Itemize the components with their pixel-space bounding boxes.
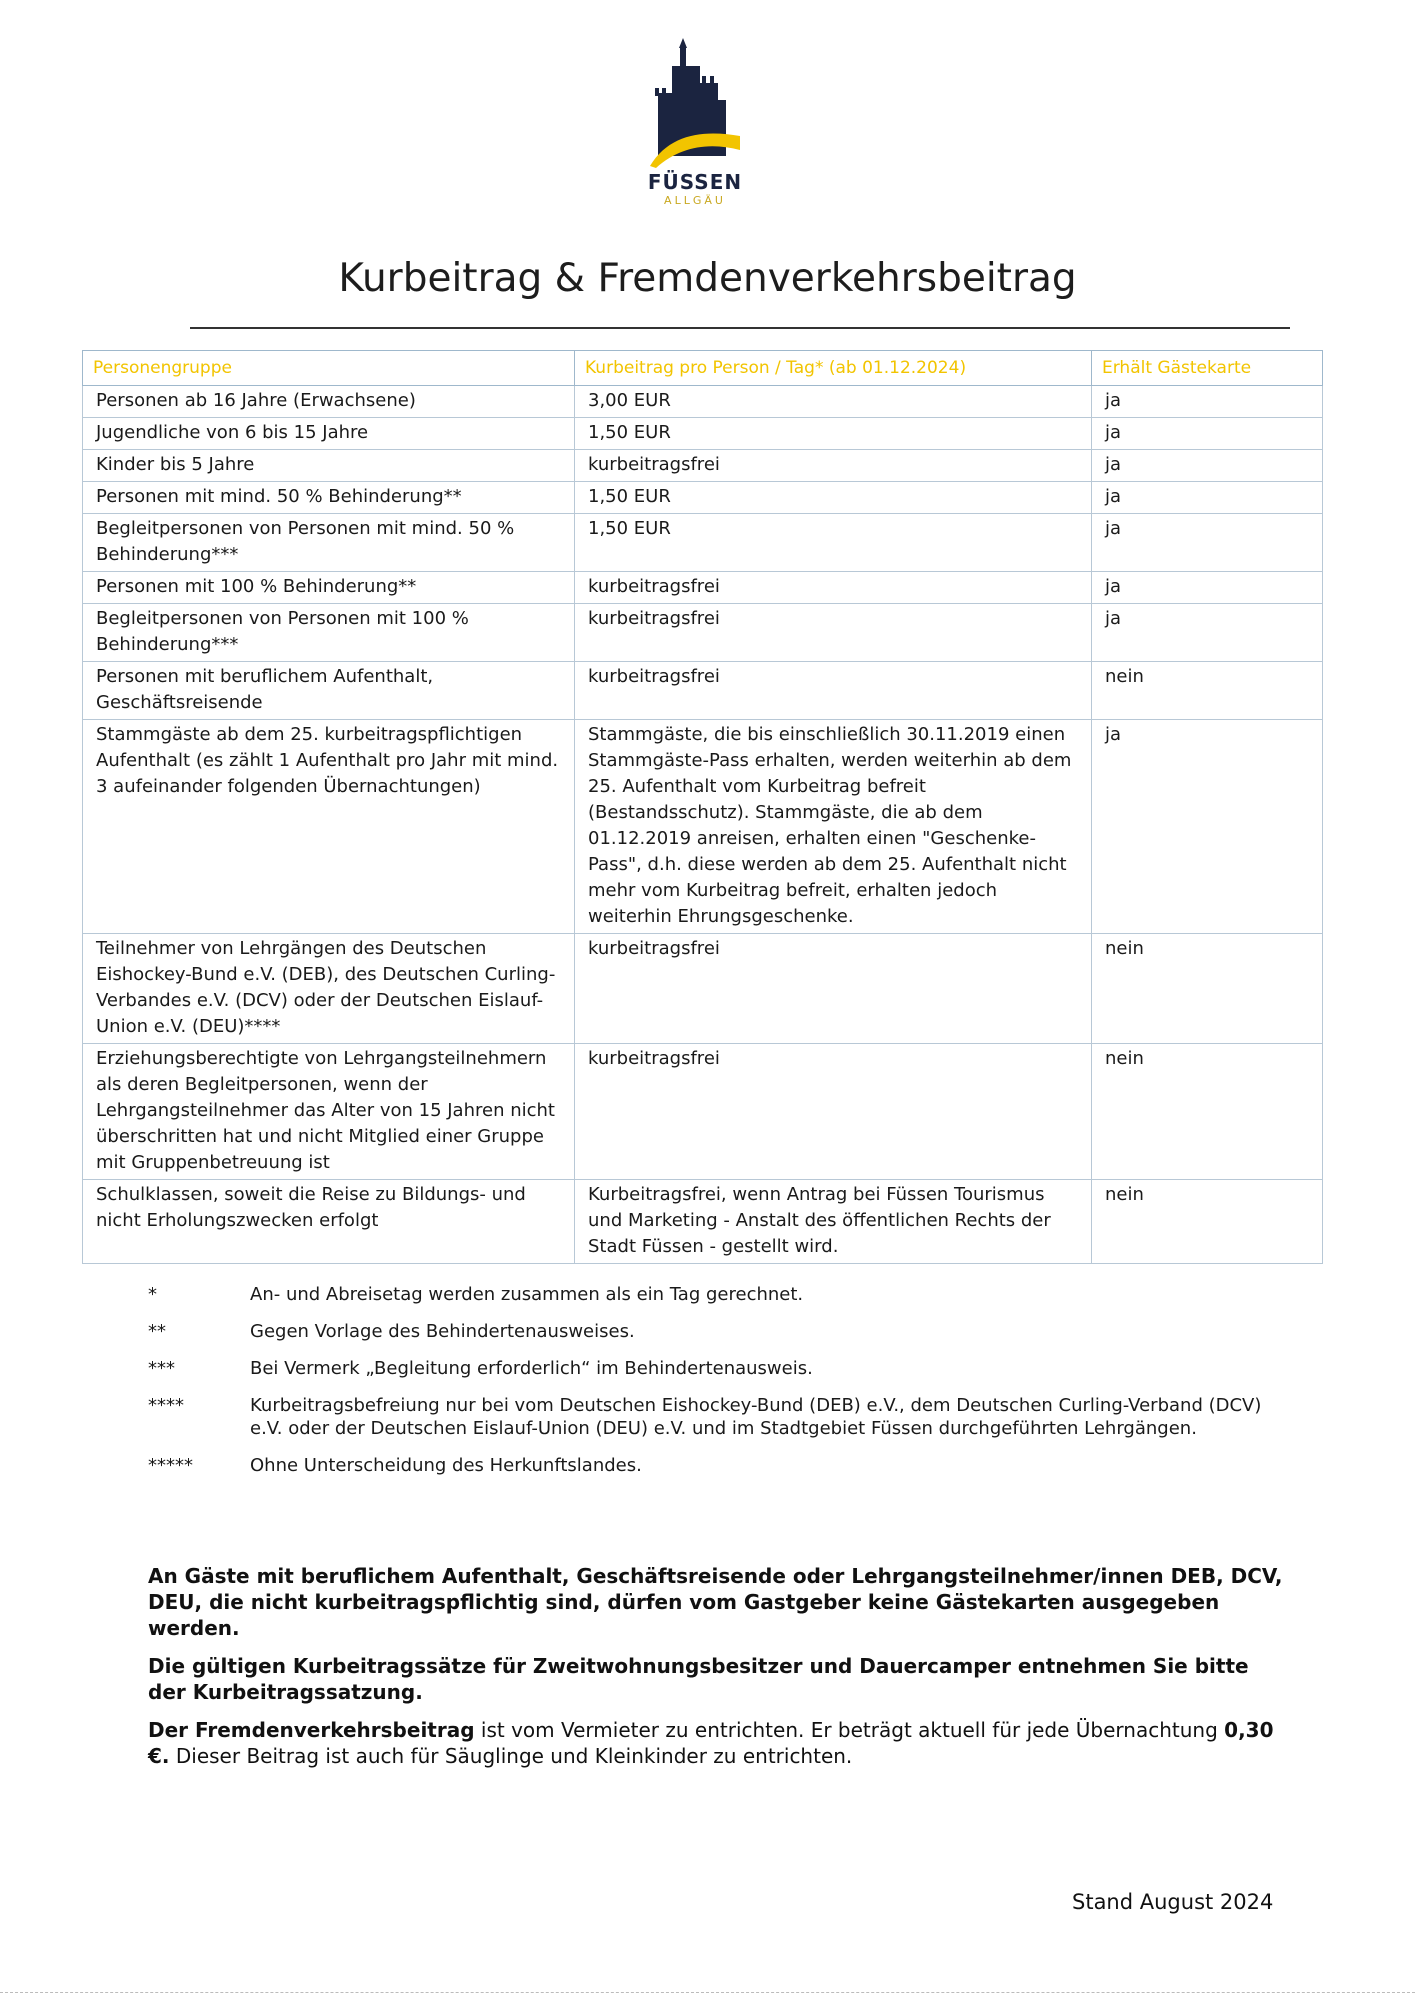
- table-cell: ja: [1092, 386, 1323, 418]
- table-cell: Begleitpersonen von Personen mit mind. 50 % Behinderung***: [83, 514, 575, 572]
- table-cell: kurbeitragsfrei: [575, 572, 1092, 604]
- footnote-mark: **: [148, 1321, 166, 1342]
- notice-tourism-fee-text-b: Dieser Beitrag ist auch für Säuglinge und Kleinkinder zu entrichten.: [169, 1744, 853, 1768]
- castle-logo-icon: [650, 38, 740, 168]
- table-cell: Personen mit mind. 50 % Behinderung**: [83, 482, 575, 514]
- column-header: Kurbeitrag pro Person / Tag* (ab 01.12.2024): [575, 351, 1092, 386]
- fuessen-logo: [640, 38, 750, 228]
- footnote-text: Kurbeitragsbefreiung nur bei vom Deutschen Eishockey-Bund (DEB) e.V., dem Deutschen Curling-Verband (DCV) e.V. oder der Deutschen Eislauf-Union (DEU) e.V. und im Stadtgebiet Füssen durchgeführten Lehrgängen.: [250, 1395, 1262, 1439]
- table-cell: ja: [1092, 572, 1323, 604]
- table-cell: 1,50 EUR: [575, 482, 1092, 514]
- table-cell: Stammgäste ab dem 25. kurbeitragspflichtigen Aufenthalt (es zählt 1 Aufenthalt pro Jahr mit mind. 3 aufeinander folgenden Übernachtungen): [83, 720, 575, 934]
- notice-tourism-fee-amount: 0,30 €.: [148, 1718, 1274, 1768]
- table-cell: ja: [1092, 450, 1323, 482]
- table-row: [83, 572, 1323, 604]
- table-cell: kurbeitragsfrei: [575, 662, 1092, 720]
- table-cell: Teilnehmer von Lehrgängen des Deutschen Eishockey-Bund e.V. (DEB), des Deutschen Curling-Verbandes e.V. (DCV) oder der Deutschen Eislauf-Union e.V. (DEU)****: [83, 934, 575, 1044]
- logo-subtitle: ALLGÄU: [664, 194, 726, 207]
- footnote: [148, 1394, 1288, 1440]
- footnote-text: An- und Abreisetag werden zusammen als ein Tag gerechnet.: [250, 1284, 804, 1305]
- footnote: [148, 1357, 1288, 1380]
- table-cell: ja: [1092, 514, 1323, 572]
- column-header: Erhält Gästekarte: [1092, 351, 1323, 386]
- table-cell: ja: [1092, 720, 1323, 934]
- footnote-mark: *****: [148, 1455, 193, 1476]
- notice-second-homes: Die gültigen Kurbeitragssätze für Zweitwohnungsbesitzer und Dauercamper entnehmen Sie bitte der Kurbeitragssatzung.: [148, 1654, 1249, 1704]
- table-cell: 1,50 EUR: [575, 418, 1092, 450]
- notice-guest-cards: An Gäste mit beruflichem Aufenthalt, Geschäftsreisende oder Lehrgangsteilnehmer/innen DEB, DCV, DEU, die nicht kurbeitragspflichtig sind, dürfen vom Gastgeber keine Gästekarten ausgegeben werden.: [148, 1564, 1283, 1640]
- footnote: [148, 1283, 1288, 1306]
- table-cell: ja: [1092, 604, 1323, 662]
- table-row: [83, 1180, 1323, 1264]
- footnote-text: Ohne Unterscheidung des Herkunftslandes.: [250, 1455, 642, 1476]
- table-cell: Personen mit 100 % Behinderung**: [83, 572, 575, 604]
- notice-tourism-fee-label: Der Fremdenverkehrsbeitrag: [148, 1718, 475, 1742]
- table-row: [83, 934, 1323, 1044]
- title-divider: [190, 327, 1290, 329]
- logo-name: FÜSSEN: [647, 170, 743, 194]
- table-cell: Personen ab 16 Jahre (Erwachsene): [83, 386, 575, 418]
- table-cell: ja: [1092, 418, 1323, 450]
- table-cell: Jugendliche von 6 bis 15 Jahre: [83, 418, 575, 450]
- table-cell: Kinder bis 5 Jahre: [83, 450, 575, 482]
- footnote: [148, 1454, 1288, 1477]
- table-row: [83, 386, 1323, 418]
- table-cell: nein: [1092, 1044, 1323, 1180]
- table-row: [83, 482, 1323, 514]
- table-cell: Erziehungsberechtigte von Lehrgangsteilnehmern als deren Begleitpersonen, wenn der Lehrgangsteilnehmer das Alter von 15 Jahren nicht überschritten hat und nicht Mitglied einer Gruppe mit Gruppenbetreuung ist: [83, 1044, 575, 1180]
- table-cell: ja: [1092, 482, 1323, 514]
- column-header: Personengruppe: [83, 351, 575, 386]
- table-cell: Personen mit beruflichem Aufenthalt, Geschäftsreisende: [83, 662, 575, 720]
- notice-tourism-fee: [148, 1717, 1288, 1769]
- table-row: [83, 514, 1323, 572]
- footnote-mark: ***: [148, 1358, 175, 1379]
- table-cell: nein: [1092, 1180, 1323, 1264]
- table-row: [83, 1044, 1323, 1180]
- table-row: [83, 720, 1323, 934]
- table-row: [83, 450, 1323, 482]
- table-row: [83, 662, 1323, 720]
- footnote: [148, 1320, 1288, 1343]
- footnote-mark: ****: [148, 1395, 184, 1416]
- table-cell: 3,00 EUR: [575, 386, 1092, 418]
- table-cell: nein: [1092, 662, 1323, 720]
- table-cell: Kurbeitragsfrei, wenn Antrag bei Füssen Tourismus und Marketing - Anstalt des öffentlichen Rechts der Stadt Füssen - gestellt wird.: [575, 1180, 1092, 1264]
- table-cell: kurbeitragsfrei: [575, 1044, 1092, 1180]
- table-cell: kurbeitragsfrei: [575, 934, 1092, 1044]
- table-header-row: [83, 351, 1323, 386]
- page-title: Kurbeitrag & Fremdenverkehrsbeitrag: [338, 256, 1077, 301]
- bottom-divider: [0, 1992, 1415, 1993]
- table-cell: Begleitpersonen von Personen mit 100 % Behinderung***: [83, 604, 575, 662]
- table-cell: Stammgäste, die bis einschließlich 30.11.2019 einen Stammgäste-Pass erhalten, werden weiterhin ab dem 25. Aufenthalt vom Kurbeitrag befreit (Bestandsschutz). Stammgäste, die ab dem 01.12.2019 anreisen, erhalten einen "Geschenke-Pass", d.h. diese werden ab dem 25. Aufenthalt nicht mehr vom Kurbeitrag befreit, erhalten jedoch weiterhin Ehrungsgeschenke.: [575, 720, 1092, 934]
- table-row: [83, 604, 1323, 662]
- table-cell: Schulklassen, soweit die Reise zu Bildungs- und nicht Erholungszwecken erfolgt: [83, 1180, 575, 1264]
- table-cell: 1,50 EUR: [575, 514, 1092, 572]
- table-row: [83, 418, 1323, 450]
- notice-tourism-fee-text-a: ist vom Vermieter zu entrichten. Er beträgt aktuell für jede Übernachtung: [474, 1718, 1225, 1742]
- document-date: Stand August 2024: [1072, 1890, 1274, 1914]
- footnote-mark: *: [148, 1284, 157, 1305]
- footnote-text: Bei Vermerk „Begleitung erforderlich“ im Behindertenausweis.: [250, 1358, 813, 1379]
- table-cell: nein: [1092, 934, 1323, 1044]
- footnote-text: Gegen Vorlage des Behindertenausweises.: [250, 1321, 635, 1342]
- fee-table: [82, 350, 1323, 1264]
- table-cell: kurbeitragsfrei: [575, 604, 1092, 662]
- table-cell: kurbeitragsfrei: [575, 450, 1092, 482]
- footnotes: [148, 1283, 1288, 1491]
